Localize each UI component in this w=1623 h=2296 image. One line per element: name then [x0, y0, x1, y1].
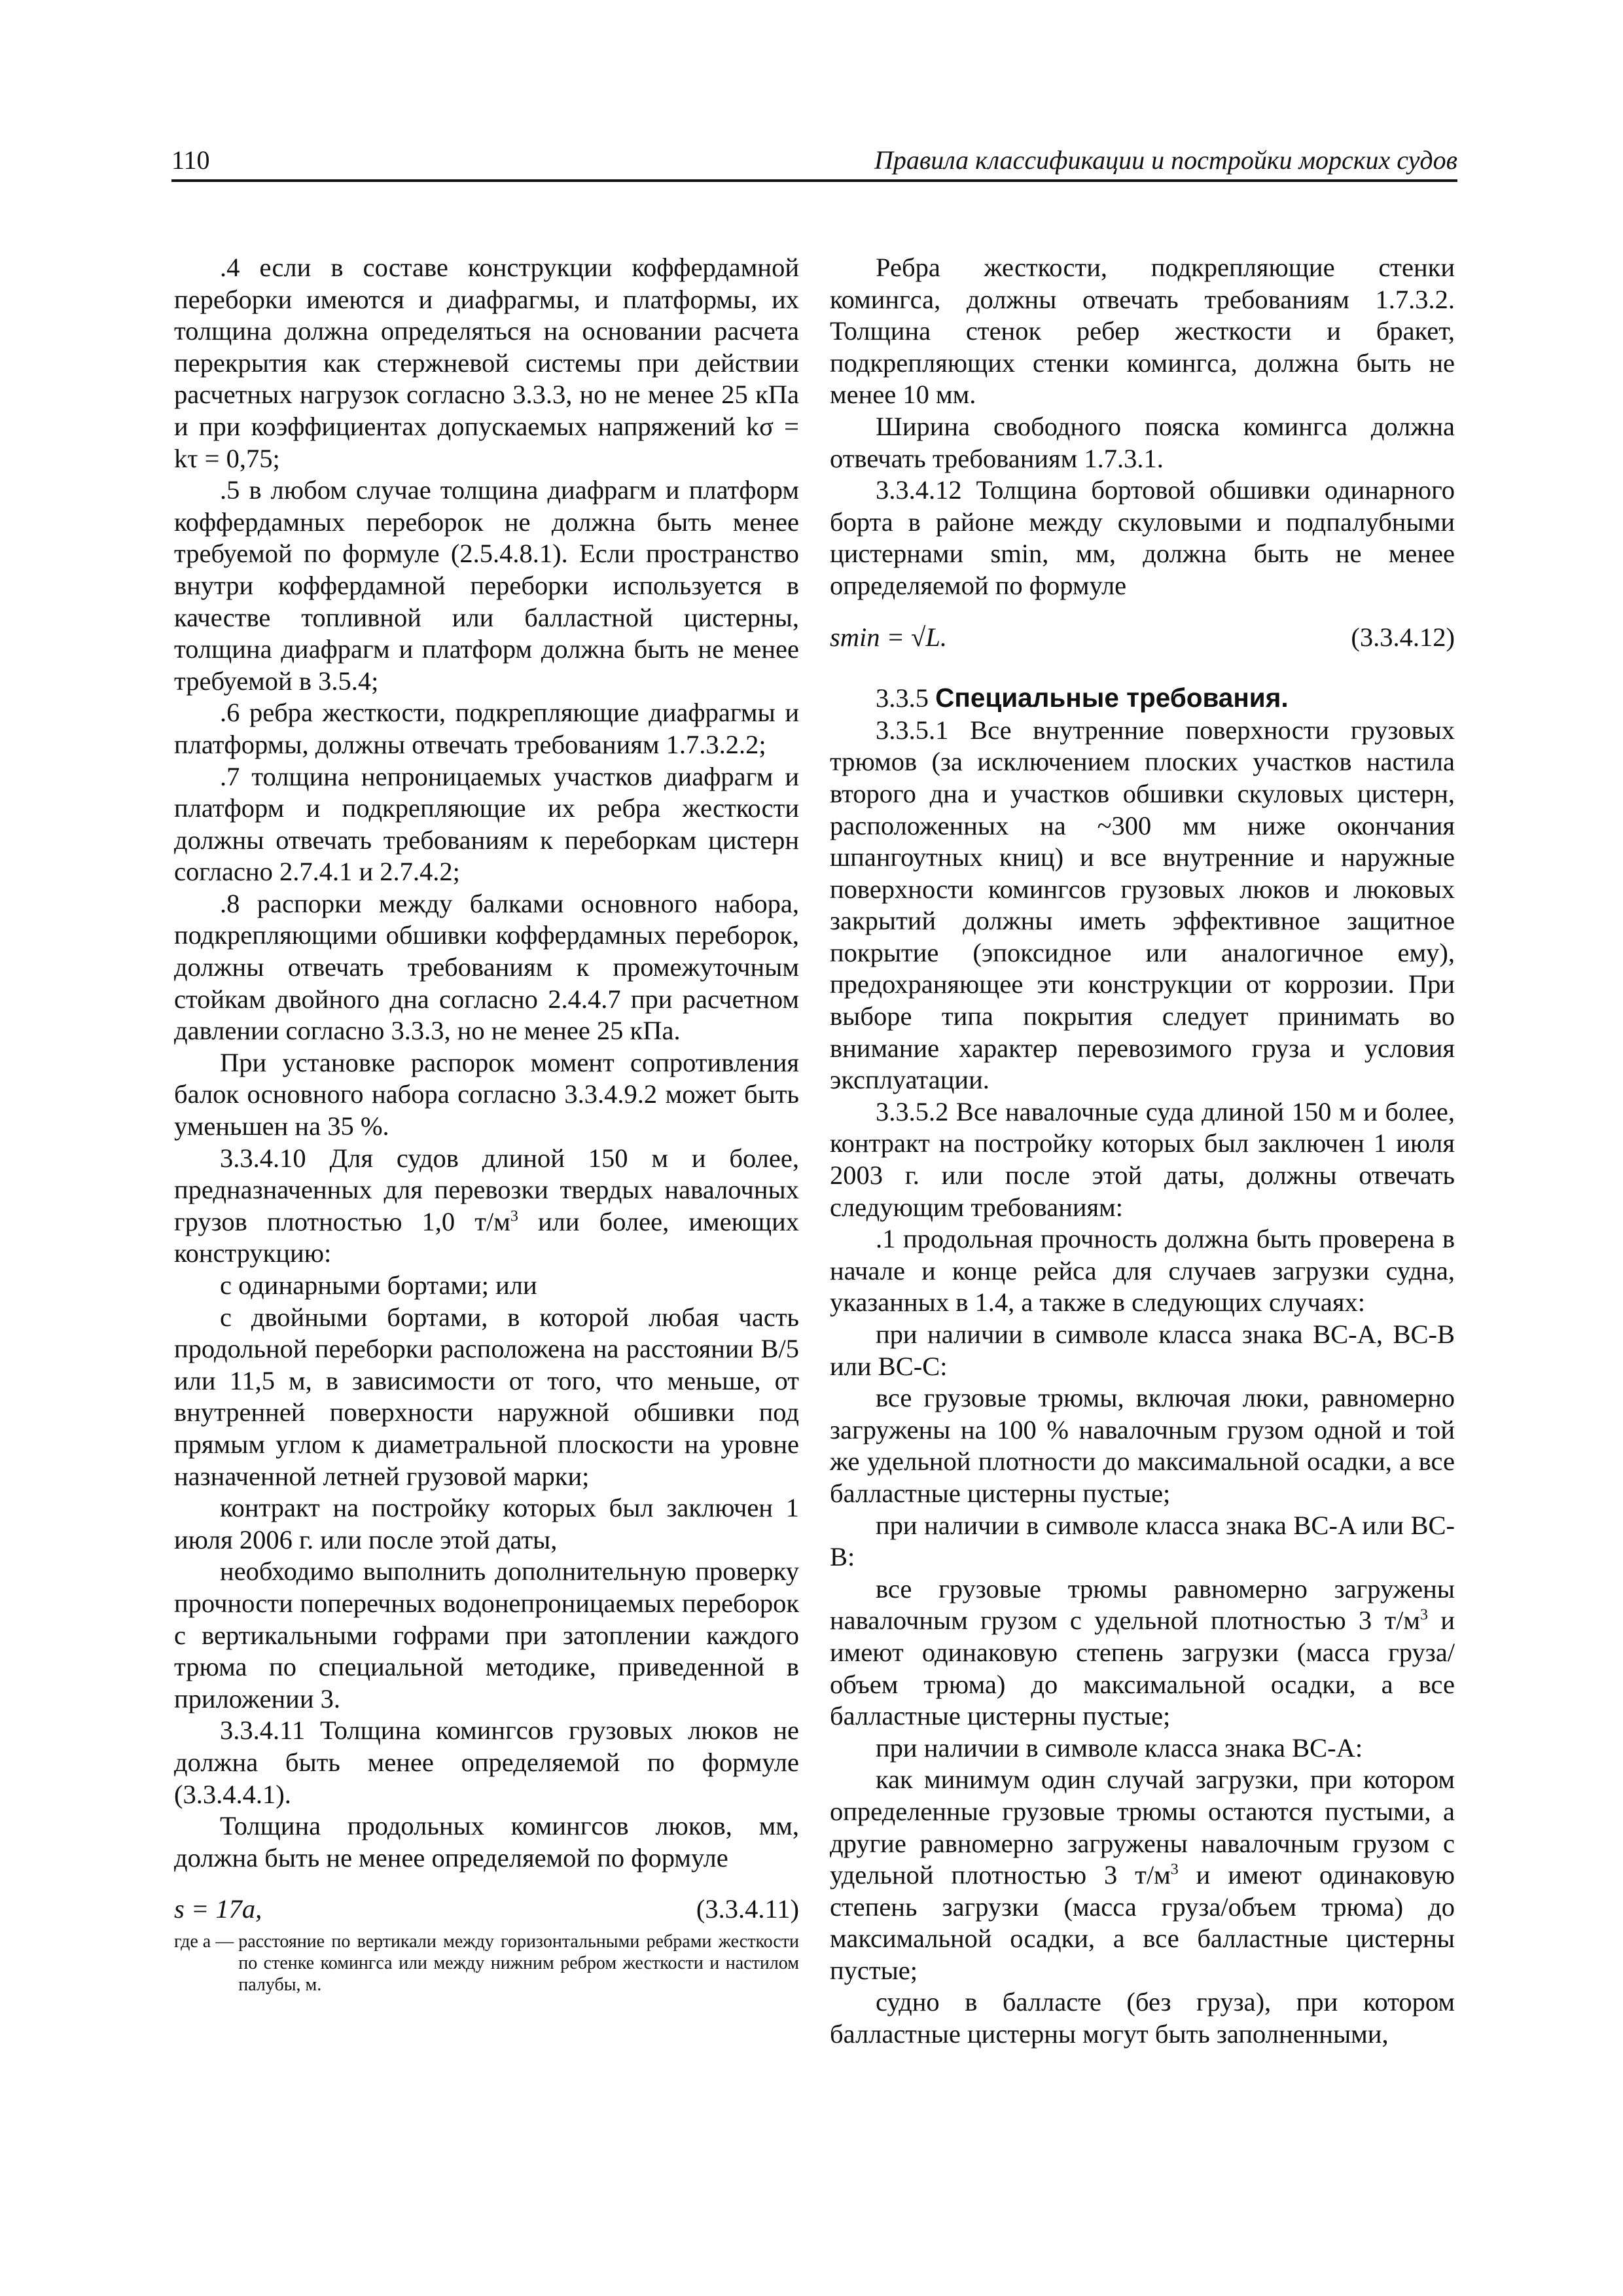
paragraph: 3.3.5.1 Все внутренние поверхности грузовых трюмов (за исключением плоских участков настила второго дна и участков обшивки скуловых цистерн, расположенных на ~300 мм ниже окончания шпангоутных книц) и все внутренние и наружные поверхности комингсов грузовых люков и люковых закрытий должны иметь эффективное защитное покрытие (эпоксидное или аналогичное ему), предохраняющее эти конструкции от коррозии. При выборе типа покрытия следует принимать во внимание характер перевозимого груза и условия эксплуатации. [830, 715, 1455, 1095]
right-column [830, 252, 1455, 2051]
formula-3-3-4-11 [174, 1893, 799, 1926]
paragraph: При установке распорок момент сопротивления балок основного набора согласно 3.3.4.9.2 может быть уменьшен на 35 %. [174, 1047, 799, 1141]
formula-3-3-4-12 [830, 622, 1455, 654]
paragraph: Толщина продольных комингсов люков, мм, должна быть не менее определяемой по формуле [174, 1811, 799, 1873]
paragraph-text: 3.3.4.10 Для судов длиной 150 м и более, предназначенных для перевозки твердых навалочных грузов плотностью 1,0 т/м [174, 1143, 799, 1236]
paragraph: при наличии в символе класса знака BC-A, BC-B или BC-C: [830, 1319, 1455, 1381]
formula-expression: smin = √L. [830, 622, 947, 652]
formula-note [174, 1931, 799, 1996]
superscript: 3 [1170, 1861, 1179, 1878]
paragraph: .4 если в составе конструкции коффердамной переборки имеются и диафрагмы, и платформы, их толщина должна определяться на основании расчета перекрытия как стержневой системы при действии расчетных нагрузок согласно 3.3.3, но не менее 25 кПа и при коэффициентах допускаемых напряжений kσ = kτ = 0,75; [174, 253, 799, 473]
running-title: Правила классификации и постройки морских судов [874, 145, 1457, 175]
paragraph-text: или более, имеющих конструкцию: [174, 1206, 799, 1268]
paragraph: при наличии в символе класса знака BC-A: [876, 1732, 1363, 1763]
paragraph: .7 толщина непроницаемых участков диафрагм и платформ и подкрепляющие их ребра жесткости должны отвечать требованиям к переборкам цистерн согласно 2.7.4.1 и 2.7.4.2; [174, 761, 799, 887]
formula-number: (3.3.4.12) [1351, 622, 1455, 652]
paragraph: .8 распорки между балками основного набора, подкрепляющими обшивки коффердамных переборок, должны отвечать требованиям к промежуточным стойкам двойного дна согласно 2.4.4.7 при расчетном давлении согласно 3.3.3, но не менее 25 кПа. [174, 888, 799, 1046]
paragraph [830, 1764, 1455, 1986]
paragraph: при наличии в символе класса знака BC-A или BC-B: [830, 1510, 1455, 1572]
page-header [171, 143, 1457, 182]
paragraph: с двойными бортами, в которой любая часть продольной переборки расположена на расстоянии B/5 или 11,5 м, в зависимости от того, что меньше, от внутренней поверхности наружной обшивки под прямым углом к диаметральной плоскости на уровне назначенной летней грузовой марки; [174, 1302, 799, 1491]
paragraph: .6 ребра жесткости, подкрепляющие диафрагмы и платформы, должны отвечать требованиям 1.7.3.2.2; [174, 698, 799, 759]
paragraph-text: и имеют одинаковую степень загрузки (масса груза/объем трюма) до максимальной осадки, а все балластные цистерны пустые; [830, 1605, 1455, 1731]
paragraph: .5 в любом случае толщина диафрагм и платформ коффердамных переборок не должна быть менее требуемой по формуле (2.5.4.8.1). Если пространство внутри коффердамной переборки используется в качестве топливной или балластной цистерны, толщина диафрагм и платформ должна быть не менее требуемой в 3.5.4; [174, 475, 799, 696]
paragraph: .1 продольная прочность должна быть проверена в начале и конце рейса для случаев загрузки судна, указанных в 1.4, а также в следующих случаях: [830, 1224, 1455, 1318]
superscript: 3 [510, 1208, 518, 1225]
paragraph-text: все грузовые трюмы равномерно загружены навалочным грузом с удельной плотностью 3 т/м [830, 1573, 1455, 1636]
paragraph [174, 1143, 799, 1270]
section-heading [830, 682, 1455, 715]
spacer [830, 602, 1455, 622]
formula-number: (3.3.4.11) [696, 1894, 799, 1924]
section-title: Специальные требования. [935, 683, 1289, 713]
paragraph: с одинарными бортами; или [220, 1270, 537, 1300]
section-number: 3.3.5 [876, 683, 929, 713]
paragraph-text: как минимум один случай загрузки, при котором определенные грузовые трюмы остаются пустыми, а другие равномерно загружены навалочным грузом с удельной плотностью 3 т/м [830, 1765, 1455, 1890]
spacer [174, 1874, 799, 1893]
page-number: 110 [171, 145, 210, 175]
paragraph: Ребра жесткости, подкрепляющие стенки комингса, должны отвечать требованиям 1.7.3.2. Толщина стенок ребер жесткости и бракет, подкрепляющих стенки комингса, должна быть не менее 10 мм. [830, 253, 1455, 410]
paragraph: судно в балласте (без груза), при котором балластные цистерны могут быть заполненными, [830, 1987, 1455, 2049]
spacer [830, 653, 1455, 682]
paragraph: необходимо выполнить дополнительную проверку прочности поперечных водонепроницаемых переборок с вертикальными гофрами при затоплении каждого трюма по специальной методике, приведенной в приложении 3. [174, 1556, 799, 1713]
superscript: 3 [1420, 1606, 1429, 1624]
left-column [174, 252, 799, 1996]
paragraph-text: и имеют одинаковую степень загрузки (масса груза/объем трюма) до максимальной осадки, а все балластные цистерны пустые; [830, 1860, 1455, 1985]
note-body: расстояние по вертикали между горизонтальными ребрами жесткости по стенке комингса или между нижним ребром жесткости и настилом палубы, м. [238, 1931, 799, 1995]
paragraph [830, 1573, 1455, 1732]
formula-expression: s = 17a, [174, 1894, 262, 1924]
paragraph: 3.3.4.11 Толщина комингсов грузовых люков не должна быть менее определяемой по формуле (3.3.4.4.1). [174, 1715, 799, 1809]
note-lead: где a — [174, 1931, 239, 1952]
paragraph: все грузовые трюмы, включая люки, равномерно загружены на 100 % навалочным грузом одной и той же удельной плотности до максимальной осадки, а все балластные цистерны пустые; [830, 1383, 1455, 1508]
paragraph: 3.3.4.12 Толщина бортовой обшивки одинарного борта в районе между скуловыми и подпалубными цистернами smin, мм, должна быть не менее определяемой по формуле [830, 475, 1455, 600]
paragraph: 3.3.5.2 Все навалочные суда длиной 150 м и более, контракт на постройку которых был заключен 1 июля 2003 г. или после этой даты, должны отвечать следующим требованиям: [830, 1096, 1455, 1222]
paragraph: Ширина свободного пояска комингса должна отвечать требованиям 1.7.3.1. [830, 411, 1455, 473]
paragraph: контракт на постройку которых был заключен 1 июля 2006 г. или после этой даты, [174, 1493, 799, 1554]
